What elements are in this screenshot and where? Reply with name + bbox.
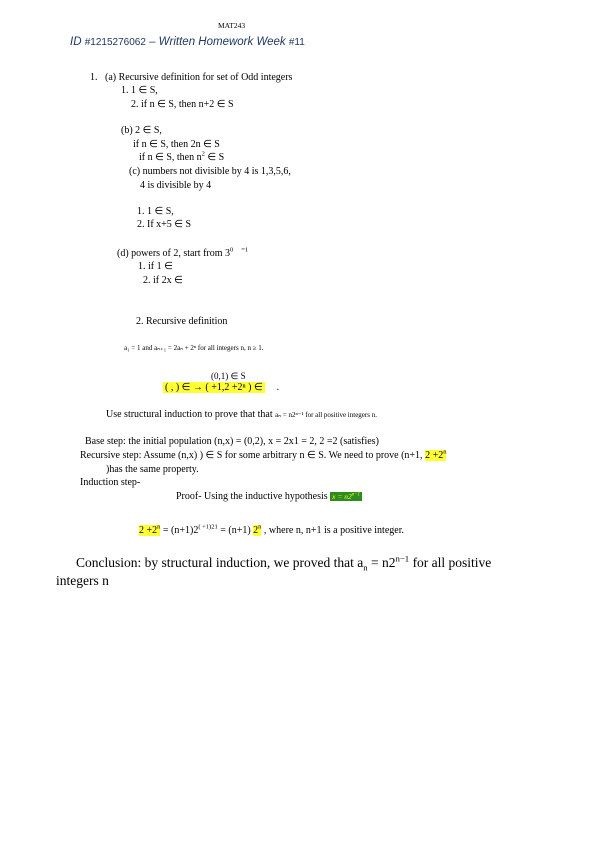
q2-proof-text: Proof- Using the inductive hypothesis <box>176 491 331 502</box>
q2-eq-hl2-exp: n <box>258 523 262 531</box>
q2-task <box>106 409 377 420</box>
q1-a-item-1: 1. 1 ∈ S, <box>121 85 158 96</box>
q2-task-formula: aₙ = n2ⁿ⁻¹ for all positive integers n. <box>275 411 377 419</box>
id-number: #1215276062 <box>84 37 146 48</box>
week-number: #11 <box>288 37 305 48</box>
q1-c-item-1: 1. 1 ∈ S, <box>137 206 174 217</box>
q2-conclusion <box>76 555 491 571</box>
q2-base-step: Base step: the initial population (n,x) = (0,2), x = 2x1 = 2, 2 =2 (satisfies) <box>85 436 379 447</box>
q1-number: 1. <box>90 72 98 83</box>
q2-equation <box>139 525 404 536</box>
q2-induction-step: Induction step- <box>80 477 141 488</box>
q2-conclusion-line-2: integers n <box>56 573 109 588</box>
q1-b2-tail: ∈ S <box>204 152 225 163</box>
q1-d-item-1: 1. if 1 ∈ <box>138 261 173 272</box>
q1-d-exp: 0 <box>230 246 234 254</box>
q2-recursive-step <box>80 450 446 461</box>
q1-b-item-1: if n ∈ S, then 2n ∈ S <box>133 139 220 150</box>
q2-eq-hl-text: 2 +2 <box>139 525 158 536</box>
q2-rule-line <box>163 382 279 393</box>
id-prefix: ID <box>70 36 85 48</box>
q1-d-text: (d) powers of 2, start from 3 <box>117 248 231 259</box>
title-text: – Written Homework Week <box>145 36 289 48</box>
q2-eq-mid2: = (n+1) <box>217 525 254 536</box>
q2-eq-highlight <box>139 525 160 536</box>
q2-recurrence: a₁ = 1 and aₙ₊₁ = 2aₙ + 2ⁿ for all integers n, n ≥ 1. <box>124 344 264 352</box>
q2-eq-end: , where n, n+1 is a positive integer. <box>261 525 404 536</box>
page-title <box>70 36 305 48</box>
q2-conclusion-text: Conclusion: by structural induction, we proved that a <box>76 555 364 570</box>
q2-recursive-text: Recursive step: Assume (n,x) ) ∈ S for some arbitrary n ∈ S. We need to prove (n+1, <box>80 450 426 461</box>
q2-recursive-hl-exp: n <box>443 448 447 456</box>
q1-c-item-2: 2. If x+5 ∈ S <box>137 219 192 230</box>
q2-conclusion-tail: for all positive <box>409 555 492 570</box>
q2-recursive-cont: )has the same property. <box>106 464 199 475</box>
q2-recursive-highlight <box>425 450 446 461</box>
q2-recursive-hl-text: 2 +2 <box>425 450 444 461</box>
q1-c-cont: 4 is divisible by 4 <box>140 180 212 191</box>
q2-pair-line: (0,1) ∈ S <box>211 371 246 381</box>
q2-rule-highlight: ( , ) ∈ → ( +1,2 +2ⁿ ) ∈ <box>165 382 263 393</box>
q2-rule-dot: . <box>276 382 280 393</box>
q2-task-main: Use structural induction to prove that that <box>106 409 276 420</box>
q1-part-a: (a) Recursive definition for set of Odd integers <box>105 72 293 83</box>
q2-eq-mid: = (n+1)2 <box>160 525 199 536</box>
q1-b-item-2 <box>139 152 224 163</box>
q1-d-item-2: 2. if 2x ∈ <box>143 275 183 286</box>
q1-part-b: (b) 2 ∈ S, <box>121 125 162 136</box>
q2-proof-hl-text: x = n2 <box>332 492 352 501</box>
q2-proof <box>176 491 362 502</box>
q2-proof-hl-exp: n−1 <box>351 492 360 498</box>
q2-conclusion-sub: n <box>363 562 368 573</box>
q2-eq-mid-exp: ( +1)21 <box>198 523 218 531</box>
q1-b2-text: if n ∈ S, then n <box>139 152 202 163</box>
q2-eq-hl2-text: 2 <box>253 525 259 536</box>
q2-proof-highlight <box>330 492 362 501</box>
q2-eq-hl-exp: n <box>157 523 161 531</box>
q2-conclusion-eq: = n2 <box>367 555 396 570</box>
q1-part-d <box>117 248 248 259</box>
q2-heading: 2. Recursive definition <box>136 316 228 327</box>
q1-a-item-2: 2. if n ∈ S, then n+2 ∈ S <box>131 99 234 110</box>
q1-b2-exp: 2 <box>201 150 205 158</box>
course-code: MAT243 <box>218 21 246 30</box>
q1-d-exp2: =1 <box>241 246 249 254</box>
q1-part-c: (c) numbers not divisible by 4 is 1,3,5,6, <box>129 166 291 177</box>
q2-conclusion-exp: n−1 <box>395 553 410 564</box>
